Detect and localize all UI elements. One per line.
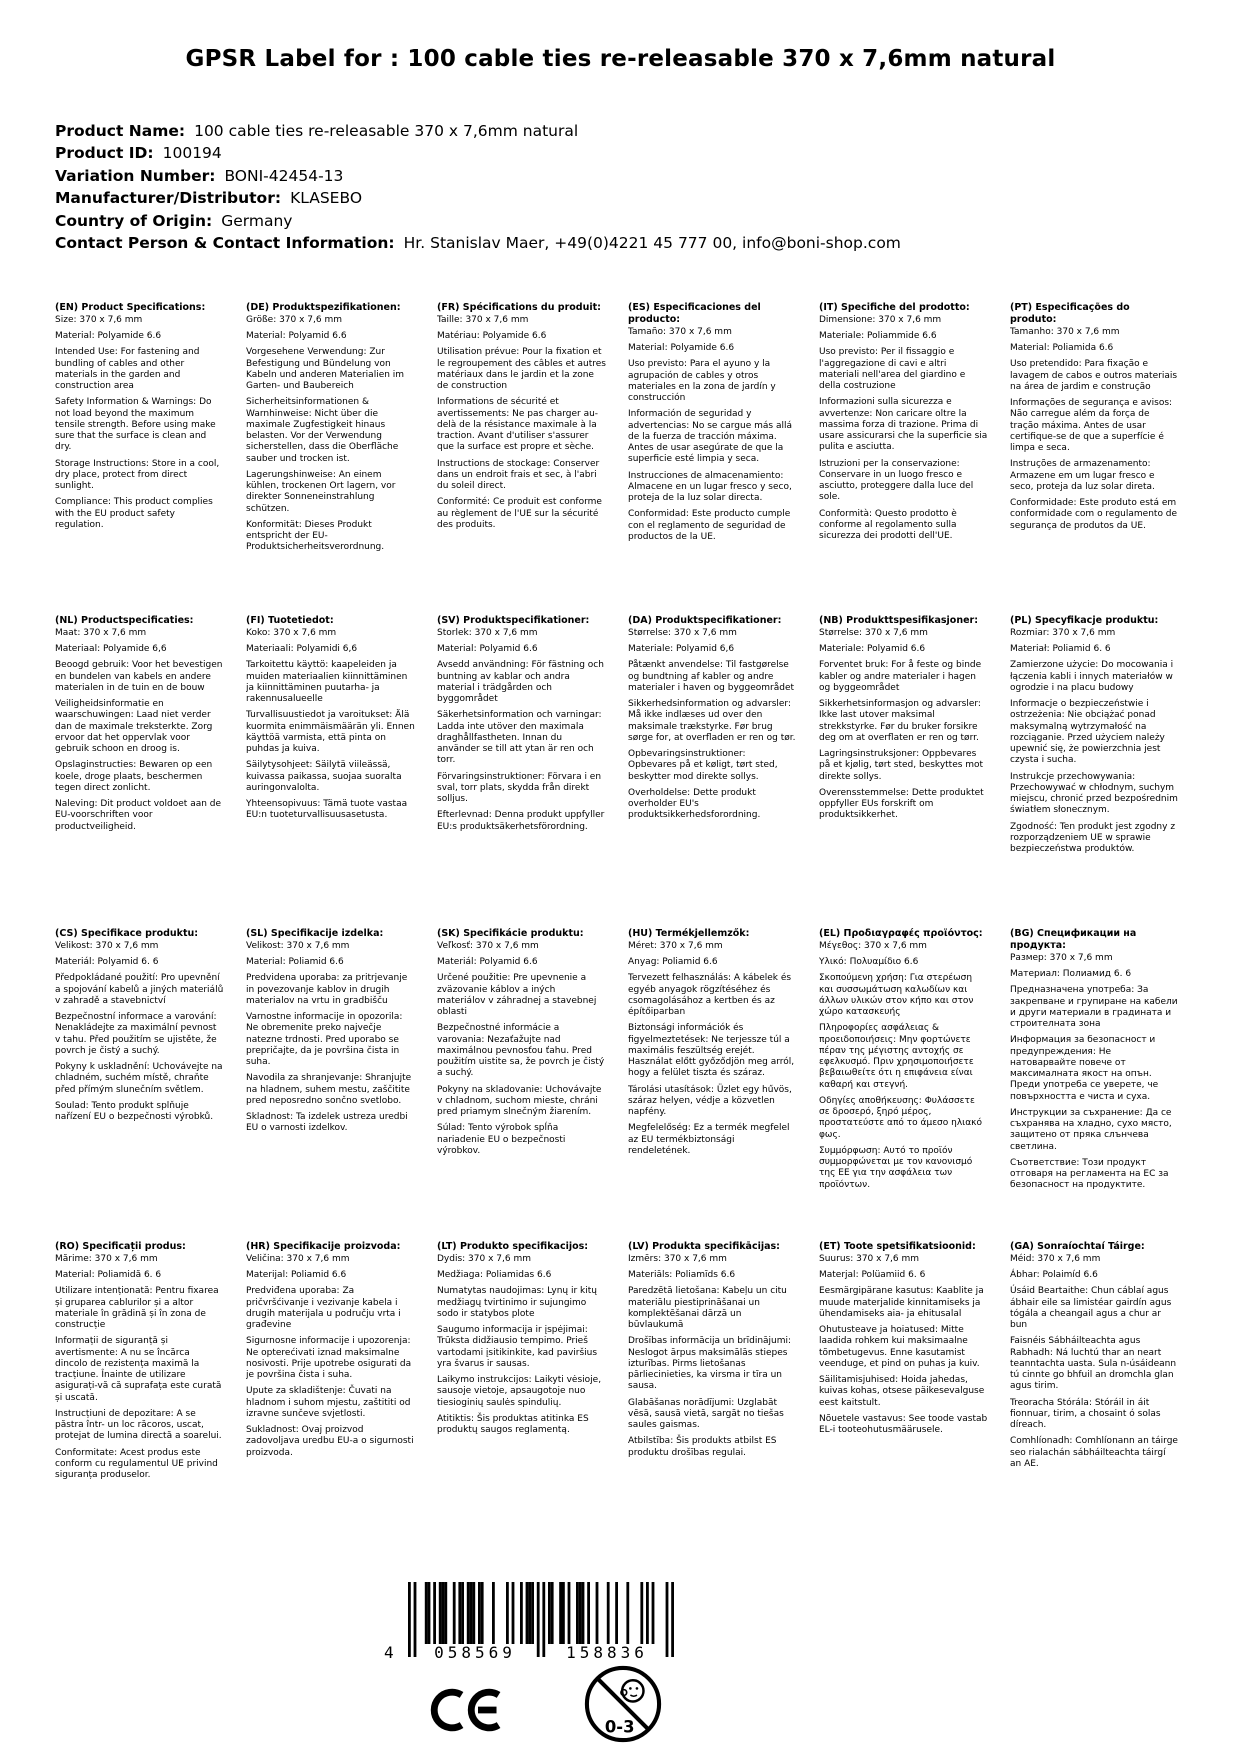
- spec-paragraph: Συμμόρφωση: Αυτό το προϊόν συμμορφώνεται με τον κανονισμό της ΕΕ για την ασφάλεια των προϊόντων.: [819, 1145, 973, 1190]
- spec-paragraph: Istruzioni per la conservazione: Conservare in un luogo fresco e asciutto, proteggere dalla luce del sole.: [819, 458, 974, 503]
- spec-block-en: [55, 302, 232, 615]
- spec-paragraph: Sikkerhetsinformasjon og advarsler: Ikke last utover maksimal strekkstyrke. Før du bruker forsikre deg om at overflaten er ren og tørr.: [819, 699, 981, 743]
- spec-block-bg: [1010, 928, 1187, 1241]
- spec-paragraph: Materiale: Polyamid 6.6: [819, 644, 926, 655]
- product-info-row: [55, 165, 901, 187]
- spec-paragraph: Informações de segurança e avisos: Não carregue além da força de tração máxima. Antes de usar certifique-se de que a superfície é limpa e seca.: [1010, 398, 1173, 453]
- spec-paragraph: Информация за безопасност и предупреждения: Не натоварвайте повече от максималната якост на опън. Преди употреба се уверете, че повърхността е чиста и суха.: [1010, 1035, 1159, 1102]
- spec-paragraph: Storage Instructions: Store in a cool, dry place, protect from direct sunlight.: [55, 458, 220, 492]
- spec-paragraph: Velikost: 370 x 7,6 mm: [55, 940, 159, 951]
- spec-paragraph: Materiale: Polyamid 6,6: [628, 644, 735, 655]
- spec-paragraph: Instructions de stockage: Conserver dans un endroit frais et sec, à l'abri du soleil direct.: [437, 458, 600, 492]
- spec-block-sl: [246, 928, 423, 1241]
- spec-block-sv: [437, 615, 614, 928]
- spec-paragraph: Navodila za shranjevanje: Shranjujte na hladnem, suhem mestu, zaščitite pred neposredno sončno svetlobo.: [246, 1073, 412, 1106]
- product-info-value: Hr. Stanislav Maer, +49(0)4221 45 777 00, info@boni-shop.com: [403, 234, 901, 253]
- spec-paragraph: Upute za skladištenje: Čuvati na hladnom i suhom mjestu, zaštititi od izravne sunčeve svjetlosti.: [246, 1386, 411, 1419]
- spec-paragraph: Ohutusteave ja hoiatused: Mitte laadida rohkem kui maksimaalne tõmbetugevus. Enne kasutamist veenduge, et pind on puhas ja kuiv.: [819, 1325, 980, 1369]
- spec-paragraph: Drošības informācija un brīdinājumi: Neslogot ārpus maksimālās stiepes izturības. Pirms lietošanas pārliecinieties, ka virsma ir tīra un sausa.: [628, 1336, 792, 1392]
- spec-paragraph: Uso pretendido: Para fixação e lavagem de cabos e outros materiais na área de jardim e construção: [1010, 359, 1178, 392]
- spec-block-cs: [55, 928, 232, 1241]
- spec-paragraph: Určené použitie: Pre upevnenie a zväzovanie káblov a iných materiálov v záhradnej a stavebnej oblasti: [437, 973, 597, 1018]
- spec-paragraph: Soulad: Tento produkt splňuje nařízení EU o bezpečnosti výrobků.: [55, 1100, 214, 1123]
- product-info-label: Manufacturer/Distributor:: [55, 189, 282, 208]
- spec-paragraph: Pokyny na skladovanie: Uchovávajte v chladnom, suchom mieste, chráni pred priamym slnečným žiarením.: [437, 1084, 602, 1118]
- spec-block-ro: [55, 1241, 232, 1554]
- spec-block-header: (SV) Produktspecifikationer:: [437, 615, 590, 626]
- spec-paragraph: Informații de siguranță și avertismente: A nu se încărca dincolo de rezistența maximă la tracțiune. Înainte de utilizare asigurați-vă că suprafața este curată și uscată.: [55, 1336, 222, 1403]
- spec-paragraph: Atbilstība: Šis produkts atbilst ES produktu drošības regulai.: [628, 1436, 777, 1458]
- spec-paragraph: Sukladnost: Ovaj proizvod zadovoljava uredbu EU-a o sigurnosti proizvoda.: [246, 1425, 414, 1458]
- spec-block-header: (FI) Tuotetiedot:: [246, 615, 334, 626]
- spec-paragraph: Conformité: Ce produit est conforme au règlement de l'UE sur la sécurité des produits.: [437, 497, 602, 530]
- spec-paragraph: Tamanho: 370 x 7,6 mm: [1010, 326, 1120, 337]
- spec-paragraph: Größe: 370 x 7,6 mm: [246, 314, 343, 325]
- spec-paragraph: Zamierzone użycie: Do mocowania i łączenia kabli i innych materiałów w ogrodzie i na placu budowy: [1010, 660, 1174, 693]
- spec-paragraph: Treoracha Stórála: Stóráil in áit fionnuar, tirim, a chosaint ó solas díreach.: [1010, 1397, 1161, 1431]
- spec-paragraph: Tárolási utasítások: Üzlet egy hűvös, száraz helyen, védje a közvetlen napfény.: [628, 1084, 792, 1118]
- product-info-value: Germany: [221, 211, 293, 230]
- spec-paragraph: Instruções de armazenamento: Armazene em um lugar fresco e seco, proteja da luz solar direta.: [1010, 459, 1155, 492]
- spec-paragraph: Размер: 370 x 7,6 mm: [1010, 952, 1113, 963]
- spec-paragraph: Sigurnosne informacije i upozorenja: Ne opterećivati iznad maksimalne nosivosti. Prije upotrebe osigurati da je površina čista i suha.: [246, 1336, 412, 1381]
- spec-paragraph: Tervezett felhasználás: A kábelek és egyéb anyagok rögzítéséhez és csomagolásához a kertben és az építőiparban: [628, 973, 792, 1018]
- spec-paragraph: Vorgesehene Verwendung: Zur Befestigung und Bündelung von Kabeln und anderen Materialien im Garten- und Baubereich: [246, 347, 405, 392]
- spec-block-pl: [1010, 615, 1187, 928]
- spec-paragraph: Yhteensopivuus: Tämä tuote vastaa EU:n tuoteturvallisuusasetusta.: [246, 799, 408, 821]
- product-info-label: Product ID:: [55, 144, 154, 163]
- spec-block-header: (LV) Produkta specifikācijas:: [628, 1241, 780, 1252]
- spec-paragraph: Beoogd gebruik: Voor het bevestigen en bundelen van kabels en andere materialen in de tuin en de bouw: [55, 660, 223, 693]
- spec-paragraph: Velikost: 370 x 7,6 mm: [246, 940, 350, 951]
- spec-paragraph: Uso previsto: Per il fissaggio e l'aggregazione di cavi e altri materiali nell'area del giardino e della costruzione: [819, 347, 966, 392]
- spec-paragraph: Comhlíonadh: Comhlíonann an táirge seo rialachán sábháilteachta táirgí an AE.: [1010, 1436, 1178, 1469]
- spec-block-header: (RO) Specificații produs:: [55, 1241, 186, 1252]
- spec-paragraph: Informacje o bezpieczeństwie i ostrzeżenia: Nie obciążać ponad maksymalną wytrzymałość na rozciąganie. Przed użyciem należy upewnić się, że powierzchnia jest czysta i sucha.: [1010, 699, 1165, 766]
- spec-paragraph: Turvallisuustiedot ja varoitukset: Älä kuormita enimmäismäärän yli. Ennen käyttöä varmista, että pinta on puhdas ja kuiva.: [246, 710, 415, 755]
- spec-paragraph: Avsedd användning: För fästning och buntning av kablar och andra material i trädgården och byggområdet: [437, 660, 604, 705]
- spec-paragraph: Materiaali: Polyamidi 6,6: [246, 644, 358, 655]
- spec-block-pt: [1010, 302, 1187, 615]
- spec-paragraph: Μέγεθος: 370 x 7,6 mm: [819, 940, 927, 951]
- spec-paragraph: Ábhar: Polaimíd 6.6: [1010, 1270, 1098, 1281]
- product-info-row: [55, 142, 901, 164]
- spec-paragraph: Υλικό: Πολυαμίδιο 6.6: [819, 957, 919, 968]
- spec-block-header: (CS) Specifikace produktu:: [55, 928, 199, 939]
- spec-paragraph: Izmērs: 370 x 7,6 mm: [628, 1253, 727, 1264]
- spec-paragraph: Uso previsto: Para el ayuno y la agrupación de cables y otros materiales en la zona de jardín y construcción: [628, 359, 776, 403]
- spec-paragraph: Laikymo instrukcijos: Laikyti vėsioje, sausoje vietoje, apsaugotoje nuo tiesioginių saulės spindulių.: [437, 1375, 602, 1408]
- spec-paragraph: Materiaal: Polyamide 6,6: [55, 644, 167, 655]
- spec-paragraph: Matériau: Polyamide 6.6: [437, 331, 547, 342]
- barcode-digit-lead: 4: [384, 1643, 398, 1662]
- spec-block-header: (NL) Productspecificaties:: [55, 615, 194, 626]
- spec-paragraph: Veiligheidsinformatie en waarschuwingen: Laad niet verder dan de maximale treksterkte. Zorg ervoor dat het oppervlak voor gebruik schoon en droog is.: [55, 699, 213, 755]
- spec-paragraph: Предназначена употреба: За закрепване и групиране на кабели и други материали в градината и строителната зона: [1010, 985, 1178, 1029]
- spec-paragraph: Material: Polyamid 6.6: [437, 644, 538, 655]
- spec-paragraph: Materijal: Poliamid 6.6: [246, 1270, 347, 1281]
- product-info-label: Country of Origin:: [55, 211, 213, 230]
- spec-paragraph: Informazioni sulla sicurezza e avvertenze: Non caricare oltre la massima forza di trazione. Prima di usare assicurarsi che la superficie sia pulita e asciutta.: [819, 397, 988, 453]
- spec-paragraph: Predvidena uporaba: za pritrjevanje in povezovanje kablov in drugih materialov na vrtu in gradbišču: [246, 973, 408, 1006]
- spec-paragraph: Dimensione: 370 x 7,6 mm: [819, 314, 942, 325]
- spec-paragraph: Glabāšanas norādījumi: Uzglabāt vēsā, sausā vietā, sargāt no tiešas saules gaismas.: [628, 1397, 784, 1431]
- spec-block-header: (ET) Toote spetsifikatsioonid:: [819, 1241, 976, 1252]
- product-info-label: Variation Number:: [55, 166, 216, 185]
- spec-paragraph: Bezpečnostné informácie a varovania: Nezaťažujte nad maximálnou pevnosťou ťahu. Pred použitím uistite sa, že povrch je čistý a suchý.: [437, 1023, 605, 1079]
- spec-paragraph: Forventet bruk: For å feste og binde kabler og andre materialer i hagen og byggeområdet: [819, 660, 982, 693]
- spec-paragraph: Material: Polyamide 6.6: [55, 331, 162, 342]
- spec-paragraph: Material: Polyamid 6.6: [246, 331, 347, 342]
- spec-paragraph: Anyag: Poliamid 6.6: [628, 957, 718, 968]
- ce-mark-icon: [430, 1682, 502, 1742]
- spec-block-header: (NB) Produkttspesifikasjoner:: [819, 615, 979, 626]
- spec-block-header: (PL) Specyfikacje produktu:: [1010, 615, 1159, 626]
- spec-paragraph: Materiał: Poliamid 6. 6: [1010, 644, 1111, 655]
- spec-paragraph: Materiál: Polyamid 6. 6: [55, 957, 159, 968]
- spec-paragraph: Instrucțiuni de depozitare: A se păstra într- un loc răcoros, uscat, protejat de lumina directă a soarelui.: [55, 1408, 222, 1442]
- spec-paragraph: Súlad: Tento výrobok spĺňa nariadenie EU o bezpečnosti výrobkov.: [437, 1123, 566, 1156]
- spec-paragraph: Material: Polyamide 6.6: [628, 343, 735, 353]
- spec-paragraph: Paredzētā lietošana: Kabeļu un citu materiālu piestiprināšanai un komplektēšanai dārzā un būvlaukumā: [628, 1286, 787, 1331]
- spec-paragraph: Eesmärgipärane kasutus: Kaablite ja muude materjalide kinnitamiseks ja ühendamiseks aia- ja ehitusalal: [819, 1286, 984, 1319]
- spec-paragraph: Lagringsinstruksjoner: Oppbevares på et kjølig, tørt sted, beskyttes mot direkte sollys.: [819, 749, 984, 782]
- spec-block-da: [628, 615, 805, 928]
- spec-block-hr: [246, 1241, 423, 1554]
- spec-paragraph: Conformidade: Este produto está em conformidade com o regulamento de segurança de produtos da UE.: [1010, 498, 1178, 531]
- product-info-row: [55, 120, 901, 142]
- spec-block-de: [246, 302, 423, 615]
- spec-paragraph: Instrucciones de almacenamiento: Almacene en un lugar fresco y seco, proteja de la luz solar directa.: [628, 470, 792, 503]
- spec-paragraph: Σκοπούμενη χρήση: Για στερέωση και συσσωμάτωση καλωδίων και άλλων υλικών στον κήπο και στον χώρο κατασκευής: [819, 973, 974, 1018]
- spec-paragraph: Compliance: This product complies with the EU product safety regulation.: [55, 497, 213, 530]
- spec-paragraph: Säilitamisjuhised: Hoida jahedas, kuivas kohas, otsese päikesevalguse eest kaitstult.: [819, 1375, 985, 1408]
- spec-block-header: (DA) Produktspecifikationer:: [628, 615, 782, 626]
- spec-block-header: (SL) Specifikacije izdelka:: [246, 928, 384, 939]
- spec-paragraph: Úsáid Beartaithe: Chun cáblaí agus ábhair eile sa limistéar gairdín agus tógála a cheangail agus a chur ar bun: [1010, 1286, 1172, 1331]
- spec-paragraph: Conformidad: Este producto cumple con el reglamento de seguridad de productos de la UE.: [628, 509, 791, 542]
- spec-paragraph: Safety Information & Warnings: Do not load beyond the maximum tensile strength. Before using make sure that the surface is clean and dry.: [55, 397, 216, 453]
- spec-block-es: [628, 302, 805, 615]
- spec-paragraph: Påtænkt anvendelse: Til fastgørelse og bundtning af kabler og andre materialer i haven og byggeområdet: [628, 660, 795, 693]
- spec-paragraph: Saugumo informacija ir įspėjimai: Trūksta didžiausio tempimo. Prieš vartodami įsitikinkite, kad paviršius yra švarus ir sausas.: [437, 1325, 598, 1369]
- spec-paragraph: Faisnéis Sábháilteachta agus Rabhadh: Ná luchtú thar an neart teanntachta uasta. Sula n-úsáideann tú cinnte go bhfuil an dromchla glan agus tirim.: [1010, 1336, 1177, 1392]
- spec-paragraph: Förvaringsinstruktioner: Förvara i en sval, torr plats, skydda från direkt solljus.: [437, 771, 602, 805]
- spec-paragraph: Předpokládané použití: Pro upevnění a spojování kabelů a jiných materiálů v zahradě a stavebnictví: [55, 973, 224, 1006]
- spec-block-el: [819, 928, 996, 1241]
- spec-paragraph: Utilisation prévue: Pour la fixation et le regroupement des câbles et autres matériaux dans le jardin et la zone de construction: [437, 347, 606, 392]
- spec-grid: [55, 302, 1187, 1554]
- spec-paragraph: Størrelse: 370 x 7,6 mm: [628, 627, 737, 638]
- spec-paragraph: Tarkoitettu käyttö: kaapeleiden ja muiden materiaalien kiinnittäminen ja kiinnittäminen puutarha- ja rakennusalueelle: [246, 660, 408, 705]
- spec-paragraph: Материал: Полиамид 6. 6: [1010, 969, 1132, 979]
- spec-paragraph: Intended Use: For fastening and bundling of cables and other materials in the garden and construction area: [55, 347, 200, 392]
- spec-paragraph: Tamaño: 370 x 7,6 mm: [628, 326, 732, 337]
- spec-paragraph: Información de seguridad y advertencias: No se cargue más allá de la fuerza de tracción máxima. Antes de usar asegúrate de que la superficie esté limpia y seca.: [628, 409, 792, 465]
- spec-paragraph: Skladnost: Ta izdelek ustreza uredbi EU o varnosti izdelkov.: [246, 1112, 408, 1134]
- spec-paragraph: Atitiktis: Šis produktas atitinka ES produktų saugos reglamentą.: [437, 1413, 589, 1436]
- spec-paragraph: Veľkosť: 370 x 7,6 mm: [437, 940, 539, 951]
- spec-paragraph: Informations de sécurité et avertissements: Ne pas charger au-delà de la résistance maximale à la traction. Avant d'utiliser s'assurer que la surface est propre et sèche.: [437, 397, 599, 453]
- spec-paragraph: Säkerhetsinformation och varningar: Ladda inte utöver den maximala draghållfastheten. Innan du använder se till att ytan är ren och torr.: [437, 710, 602, 766]
- spec-paragraph: Instrukcje przechowywania: Przechowywać w chłodnym, suchym miejscu, chronić przed bezpośrednim światłem słonecznym.: [1010, 771, 1178, 816]
- product-info-row: [55, 210, 901, 232]
- spec-block-lv: [628, 1241, 805, 1554]
- spec-paragraph: Størrelse: 370 x 7,6 mm: [819, 627, 928, 638]
- spec-paragraph: Conformità: Questo prodotto è conforme al regolamento sulla sicurezza dei prodotti dell'UE.: [819, 508, 957, 542]
- spec-block-fi: [246, 615, 423, 928]
- spec-paragraph: Materjal: Polüamiid 6. 6: [819, 1270, 926, 1281]
- spec-paragraph: Materiál: Polyamid 6.6: [437, 957, 538, 968]
- spec-block-header: (ES) Especificaciones del producto:: [628, 302, 761, 325]
- spec-block-nl: [55, 615, 232, 928]
- product-info-value: 100194: [162, 144, 222, 163]
- spec-block-ga: [1010, 1241, 1187, 1554]
- spec-block-header: (HU) Termékjellemzők:: [628, 928, 750, 939]
- product-info-row: [55, 232, 901, 254]
- spec-paragraph: Lagerungshinweise: An einem kühlen, trockenen Ort lagern, vor direkter Sonneneinstrahlung schützen.: [246, 469, 396, 514]
- spec-paragraph: Πληροφορίες ασφάλειας & προειδοποιήσεις: Μην φορτώνετε πέραν της μέγιστης αντοχής σε εφελκυσμό. Πριν χρησιμοποιήσετε βεβαιωθείτε ότι η επιφάνεια είναι καθαρή και στεγνή.: [819, 1023, 974, 1090]
- spec-block-nb: [819, 615, 996, 928]
- product-info-row: [55, 187, 901, 209]
- spec-block-header: (DE) Produktspezifikationen:: [246, 302, 401, 313]
- spec-paragraph: Size: 370 x 7,6 mm: [55, 314, 143, 325]
- spec-paragraph: Megfelelőség: Ez a termék megfelel az EU termékbiztonsági rendeletének.: [628, 1123, 790, 1156]
- spec-paragraph: Efterlevnad: Denna produkt uppfyller EU:s produktsäkerhetsförordning.: [437, 810, 605, 832]
- spec-paragraph: Maat: 370 x 7,6 mm: [55, 627, 147, 638]
- spec-paragraph: Conformitate: Acest produs este conform cu regulamentul UE privind siguranța produselor.: [55, 1447, 218, 1481]
- spec-paragraph: Bezpečnostní informace a varování: Nenakládejte za maximální pevnost v tahu. Před použitím se ujistěte, že povrch je čistý a suchý.: [55, 1012, 217, 1056]
- spec-paragraph: Materiale: Poliammide 6.6: [819, 331, 937, 342]
- spec-paragraph: Veličina: 370 x 7,6 mm: [246, 1253, 350, 1264]
- spec-paragraph: Säilytysohjeet: Säilytä viileässä, kuivassa paikassa, suojaa suoralta auringonvalolta.: [246, 760, 402, 793]
- spec-block-sk: [437, 928, 614, 1241]
- product-info-label: Product Name:: [55, 122, 186, 140]
- product-info-value: KLASEBO: [290, 189, 363, 208]
- spec-paragraph: Sikkerhedsinformation og advarsler: Må ikke indlæses ud over den maksimale trækstyrke. Før brug sørge for, at overfladen er ren og tør.: [628, 699, 796, 743]
- spec-paragraph: Opslaginstructies: Bewaren op een koele, droge plaats, beschermen tegen direct zonlicht.: [55, 760, 213, 793]
- spec-block-header: (EL) Προδιαγραφές προϊόντος:: [819, 928, 983, 939]
- spec-block-it: [819, 302, 996, 615]
- spec-paragraph: Mărime: 370 x 7,6 mm: [55, 1253, 158, 1264]
- spec-paragraph: Sicherheitsinformationen & Warnhinweise: Nicht über die maximale Zugfestigkeit hinaus belasten. Vor der Verwendung sicherstellen, dass die Oberfläche sauber und trocken ist.: [246, 397, 399, 464]
- spec-paragraph: Zgodność: Ten produkt jest zgodny z rozporządzeniem UE w sprawie bezpieczeństwa produktów.: [1010, 821, 1176, 855]
- spec-paragraph: Méid: 370 x 7,6 mm: [1010, 1253, 1101, 1264]
- spec-paragraph: Overensstemmelse: Dette produktet oppfyller EUs forskrift om produktsikkerhet.: [819, 787, 984, 821]
- spec-paragraph: Nõuetele vastavus: See toode vastab EL-i tooteohutusmäärusele.: [819, 1413, 988, 1436]
- spec-paragraph: Material: Poliamidă 6. 6: [55, 1270, 162, 1281]
- spec-block-header: (GA) Sonraíochtaí Táirge:: [1010, 1241, 1145, 1252]
- spec-paragraph: Materiāls: Poliamīds 6.6: [628, 1270, 736, 1281]
- product-info: [55, 120, 901, 255]
- svg-text:0-3: 0-3: [604, 1717, 635, 1737]
- spec-block-header: (IT) Specifiche del prodotto:: [819, 302, 970, 313]
- spec-paragraph: Taille: 370 x 7,6 mm: [437, 314, 529, 325]
- barcode-digit-group-right: 158836: [566, 1643, 648, 1662]
- spec-paragraph: Dydis: 370 x 7,6 mm: [437, 1253, 531, 1264]
- spec-paragraph: Medžiaga: Poliamidas 6.6: [437, 1270, 552, 1281]
- spec-block-fr: [437, 302, 614, 615]
- spec-paragraph: Konformität: Dieses Produkt entspricht der EU-Produktsicherheitsverordnung.: [246, 519, 385, 553]
- spec-paragraph: Storlek: 370 x 7,6 mm: [437, 627, 538, 638]
- spec-paragraph: Naleving: Dit product voldoet aan de EU-voorschriften voor productveiligheid.: [55, 799, 222, 832]
- spec-paragraph: Pokyny k uskladnění: Uchovávejte na chladném, suchém místě, chraňte před přímým slunečním světlem.: [55, 1062, 223, 1095]
- spec-paragraph: Οδηγίες αποθήκευσης: Φυλάσσετε σε δροσερό, ξηρό μέρος, προστατεύστε από το άμεσο ηλιακό φως.: [819, 1095, 982, 1140]
- product-info-value: 100 cable ties re-releasable 370 x 7,6mm natural: [194, 122, 579, 140]
- spec-block-lt: [437, 1241, 614, 1554]
- spec-block-header: (PT) Especificações do produto:: [1010, 302, 1130, 325]
- spec-paragraph: Material: Poliamida 6.6: [1010, 343, 1114, 353]
- age-warning-0-3-icon: [582, 1663, 664, 1749]
- spec-paragraph: Opbevaringsinstruktioner: Opbevares på et køligt, tørt sted, beskytter mod direkte sollys.: [628, 749, 778, 782]
- spec-paragraph: Инструкции за съхранение: Да се съхранява на хладно, сухо място, защитено от пряка слънчева светлина.: [1010, 1107, 1172, 1152]
- spec-paragraph: Méret: 370 x 7,6 mm: [628, 940, 723, 951]
- spec-paragraph: Varnostne informacije in opozorila: Ne obremenite preko največje natezne trdnosti. Pred uporabo se prepričajte, da je površina čista in suha.: [246, 1012, 403, 1068]
- spec-paragraph: Overholdelse: Dette produkt overholder EU's produktsikkerhedsforordning.: [628, 787, 761, 821]
- page-title: GPSR Label for : 100 cable ties re-releasable 370 x 7,6mm natural: [185, 46, 1056, 72]
- spec-block-header: (BG) Спецификации на продукта:: [1010, 928, 1137, 951]
- product-info-label: Contact Person & Contact Information:: [55, 234, 395, 253]
- spec-block-header: (LT) Produkto specifikacijos:: [437, 1241, 589, 1252]
- spec-block-header: (HR) Specifikacije proizvoda:: [246, 1241, 401, 1252]
- spec-block-header: (FR) Spécifications du produit:: [437, 302, 601, 313]
- spec-paragraph: Rozmiar: 370 x 7,6 mm: [1010, 627, 1116, 638]
- spec-paragraph: Съответствие: Този продукт отговаря на регламента на ЕС за безопасност на продуктите.: [1010, 1157, 1169, 1191]
- barcode-digit-group-left: 058569: [434, 1643, 516, 1662]
- spec-block-et: [819, 1241, 996, 1554]
- spec-paragraph: Suurus: 370 x 7,6 mm: [819, 1253, 920, 1264]
- spec-paragraph: Biztonsági információk és figyelmeztetések: Ne terjessze túl a maximális feszültség erejét. Használat előtt győződjön meg arról, hogy a felület tiszta és száraz.: [628, 1023, 795, 1079]
- spec-block-hu: [628, 928, 805, 1241]
- spec-paragraph: Utilizare intenționată: Pentru fixarea și gruparea cablurilor și a altor materiale în grădină și în zona de construcție: [55, 1286, 219, 1331]
- spec-paragraph: Predviđena uporaba: Za pričvršćivanje i vezivanje kabela i drugih materijala u području vrta i građevine: [246, 1286, 401, 1331]
- product-info-value: BONI-42454-13: [224, 166, 344, 185]
- spec-paragraph: Material: Poliamid 6.6: [246, 957, 344, 968]
- spec-block-header: (SK) Špecifikácie produktu:: [437, 928, 584, 939]
- spec-block-header: (EN) Product Specifications:: [55, 302, 206, 313]
- spec-paragraph: Numatytas naudojimas: Lynų ir kitų medžiagų tvirtinimo ir sujungimo sodo ir statybos plote: [437, 1286, 597, 1319]
- spec-paragraph: Koko: 370 x 7,6 mm: [246, 627, 337, 638]
